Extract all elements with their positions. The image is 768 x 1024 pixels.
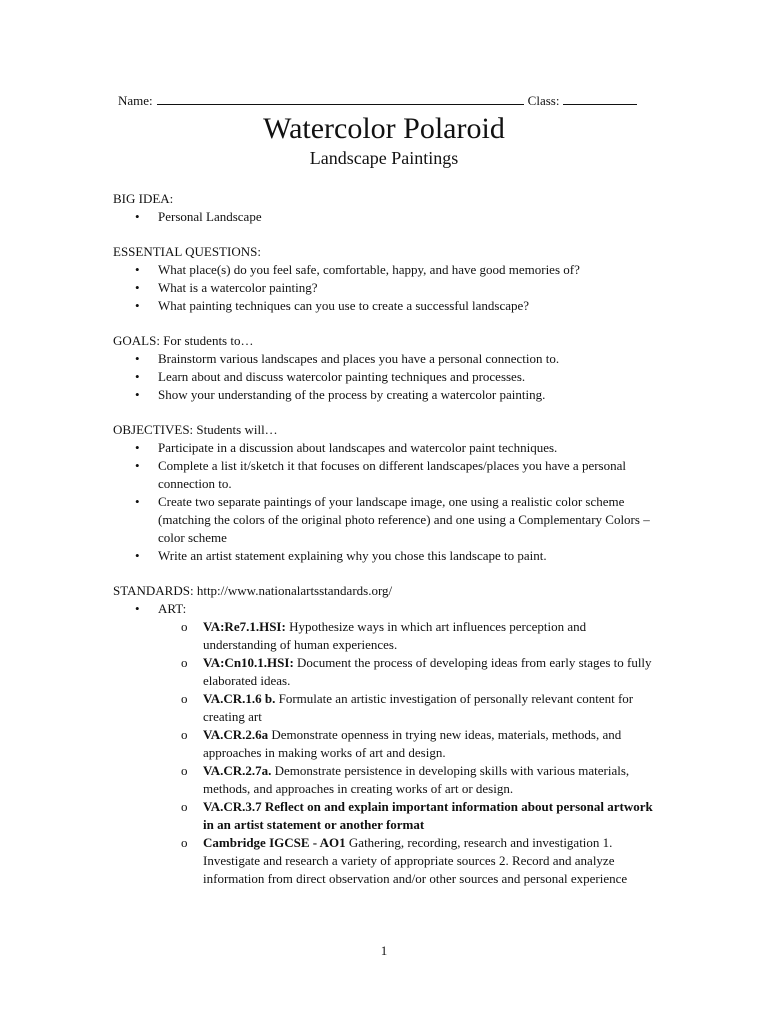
name-class-line xyxy=(118,92,637,109)
list-item: • Show your understanding of the process by creating a watercolor painting. xyxy=(113,386,658,404)
standards-section xyxy=(113,582,658,888)
standard-item xyxy=(113,762,658,798)
standard-text: Formulate an artistic investigation of personally relevant content for creating art xyxy=(203,691,634,724)
class-blank-line[interactable] xyxy=(563,92,637,105)
list-item: • What is a watercolor painting? xyxy=(113,279,658,297)
list-item: • Write an artist statement explaining why you chose this landscape to paint. xyxy=(113,547,658,565)
standard-code: VA:Re7.1.HSI: xyxy=(203,619,286,634)
standards-heading: STANDARDS: http://www.nationalartsstandards.org/ xyxy=(113,583,393,598)
standard-code: VA.CR.2.6a xyxy=(203,727,269,742)
list-item: • Learn about and discuss watercolor painting techniques and processes. xyxy=(113,368,658,386)
objectives-heading: OBJECTIVES: Students will… xyxy=(113,422,278,437)
sub-bullet-marker: o xyxy=(181,763,188,778)
sub-bullet-marker: o xyxy=(181,655,188,670)
standard-item xyxy=(113,654,658,690)
class-label: Class: xyxy=(527,93,560,108)
sub-bullet-marker: o xyxy=(181,799,188,814)
sub-bullet-marker: o xyxy=(181,691,188,706)
objectives-section xyxy=(113,421,658,565)
document-title: Watercolor Polaroid xyxy=(263,112,505,145)
essential-questions-section xyxy=(113,243,658,315)
goals-heading: GOALS: For students to… xyxy=(113,333,254,348)
list-item: • Participate in a discussion about landscapes and watercolor paint techniques. xyxy=(113,439,658,457)
standard-text: Demonstrate persistence in developing skills with various materials, methods, and approaches in creating works of art or design. xyxy=(203,763,630,796)
page-number: 1 xyxy=(380,943,388,958)
list-item: • Brainstorm various landscapes and places you have a personal connection to. xyxy=(113,350,658,368)
standard-code: VA.CR.2.7a. xyxy=(203,763,272,778)
list-item: • Complete a list it/sketch it that focuses on different landscapes/places you have a personal connection to. xyxy=(113,457,658,493)
big-idea-section xyxy=(113,190,658,226)
standard-text: Demonstrate openness in trying new ideas, materials, methods, and approaches in making works of art and design. xyxy=(203,727,622,760)
standard-item xyxy=(113,690,658,726)
list-item: • Personal Landscape xyxy=(113,208,658,226)
sub-bullet-marker: o xyxy=(181,619,188,634)
art-list-item xyxy=(113,600,658,888)
list-item: • What place(s) do you feel safe, comfortable, happy, and have good memories of? xyxy=(113,261,658,279)
standard-code: VA:Cn10.1.HSI: xyxy=(203,655,294,670)
name-blank-line[interactable] xyxy=(157,92,524,105)
standard-code: VA.CR.1.6 b. xyxy=(203,691,276,706)
name-label: Name: xyxy=(118,93,153,108)
essential-questions-heading: ESSENTIAL QUESTIONS: xyxy=(113,244,261,259)
goals-section xyxy=(113,332,658,404)
sub-bullet-marker: o xyxy=(181,835,188,850)
sub-bullet-marker: o xyxy=(181,727,188,742)
standard-text: Hypothesize ways in which art influences perception and understanding of human experiences. xyxy=(203,619,587,652)
document-body xyxy=(113,190,658,888)
standard-item xyxy=(113,618,658,654)
standard-text: Document the process of developing ideas from early stages to fully elaborated ideas. xyxy=(203,655,652,688)
standard-text: Gathering, recording, research and investigation 1. Investigate and research a variety of appropriate sources 2. Record and analyze information from direct observation and/or other sources and personal experience xyxy=(203,835,628,886)
document-subtitle: Landscape Paintings xyxy=(309,148,459,168)
list-item: • Create two separate paintings of your landscape image, one using a realistic color scheme (matching the colors of the original photo reference) and one using a Complementary Colors – color scheme xyxy=(113,493,658,547)
standard-item xyxy=(113,726,658,762)
art-label: ART: xyxy=(158,601,187,616)
standard-item xyxy=(113,798,658,834)
standard-code: VA.CR.3.7 Reflect on and explain important information about personal artwork in an artist statement or another format xyxy=(203,799,653,832)
big-idea-heading: BIG IDEA: xyxy=(113,191,174,206)
list-item: • What painting techniques can you use to create a successful landscape? xyxy=(113,297,658,315)
standard-code: Cambridge IGCSE - AO1 xyxy=(203,835,346,850)
standard-item xyxy=(113,834,658,888)
